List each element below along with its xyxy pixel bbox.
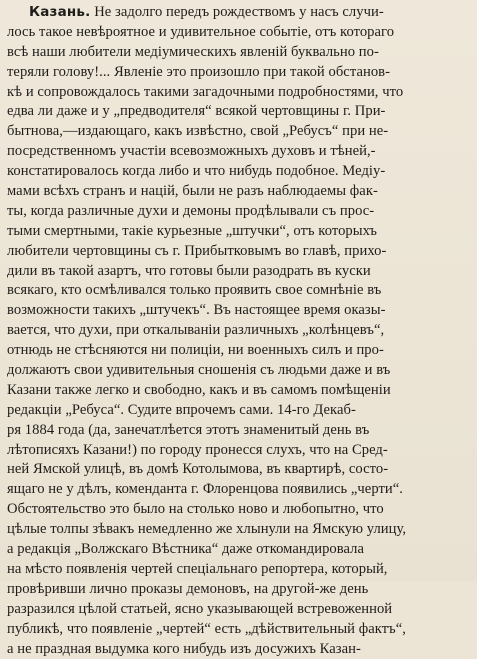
article-line: возможности такихъ „штучекъ“. Въ настоящее время оказы- (7, 301, 471, 321)
article-line: констатировалось когда либо и что нибудь подобное. Медіу- (7, 162, 471, 182)
article-line: бытнова,—издающаго, какъ извѣстно, свой „Ребусъ“ при не- (7, 122, 471, 142)
article-line: а редакція „Волжскаго Вѣстника“ даже откомандировала (7, 540, 471, 560)
news-article (7, 3, 471, 659)
article-line: Обстоятельство это было на столько ново и любопытно, что (7, 500, 471, 520)
article-line: мами всѣхъ странъ и націй, были не разъ наблюдаемы фак- (7, 182, 471, 202)
article-line-text: Не задолго передъ рождествомъ у насъ случи- (94, 4, 384, 20)
city-heading: Казань. (29, 4, 91, 20)
article-line: теряли голову!... Явленіе это произошло при такой обстанов- (7, 63, 471, 83)
article-line: ты, когда различные духи и демоны продѣлывали съ прос- (7, 202, 471, 222)
article-line: едва ли даже и у „предводителя“ всякой чертовщины г. При- (7, 102, 471, 122)
article-line: всѣ наши любители медіумическихъ явленій буквально по- (7, 43, 471, 63)
article-line: цѣлые толпы зѣвакъ немедленно же хлынули на Ямскую улицу, (7, 520, 471, 540)
article-line: публикѣ, что появленіе „чертей“ есть „дѣйствительный фактъ“, (7, 620, 471, 640)
article-line: лось такое невѣроятное и удивительное событіе, отъ котораго (7, 23, 471, 43)
article-line: редакціи „Ребуса“. Судите впрочемъ сами. 14-го Декаб- (7, 401, 471, 421)
article-line (7, 3, 471, 23)
article-line: а не праздная выдумка кого нибудь изъ досужихъ Казан- (7, 640, 471, 659)
article-line: всякаго, кто осмѣливался только проявить свое сомнѣніе въ (7, 281, 471, 301)
article-line: любители чертовщины съ г. Прибытковымъ во главѣ, прихо- (7, 242, 471, 262)
article-line: вается, что духи, при откалываніи различныхъ „колѣнцевъ“, (7, 321, 471, 341)
article-line: дили въ такой азартъ, что готовы были разодрать въ куски (7, 262, 471, 282)
article-line: Казани также легко и свободно, какъ и въ самомъ помѣщеніи (7, 381, 471, 401)
article-line: тыми смертными, такіе курьезные „штучки“, отъ которыхъ (7, 222, 471, 242)
article-line: на мѣсто появленія чертей спеціальнаго репортера, который, (7, 560, 471, 580)
article-line: лѣтописяхъ Казани!) по городу пронесся слухъ, что на Сред- (7, 441, 471, 461)
article-line: кѣ и сопровождалось такими загадочными подробностями, что (7, 83, 471, 103)
article-line: отнюдь не стѣсняются ни полиціи, ни военныхъ силъ и про- (7, 341, 471, 361)
article-line: разразился цѣлой статьей, ясно указывающей встревоженной (7, 600, 471, 620)
article-line: ней Ямской улицѣ, въ домѣ Котолымова, въ квартирѣ, состо- (7, 460, 471, 480)
article-line: провѣривши лично проказы демоновъ, на другой-же день (7, 580, 471, 600)
article-line: должаютъ свои удивительныя сношенія съ людьми даже и въ (7, 361, 471, 381)
article-line: посредственномъ участіи всевозможныхъ духовъ и тѣней,- (7, 142, 471, 162)
article-line: ящаго не у дѣлъ, коменданта г. Флоренцова появились „черти“. (7, 480, 471, 500)
article-line: ря 1884 года (да, занечатлѣется этотъ знаменитый день въ (7, 421, 471, 441)
